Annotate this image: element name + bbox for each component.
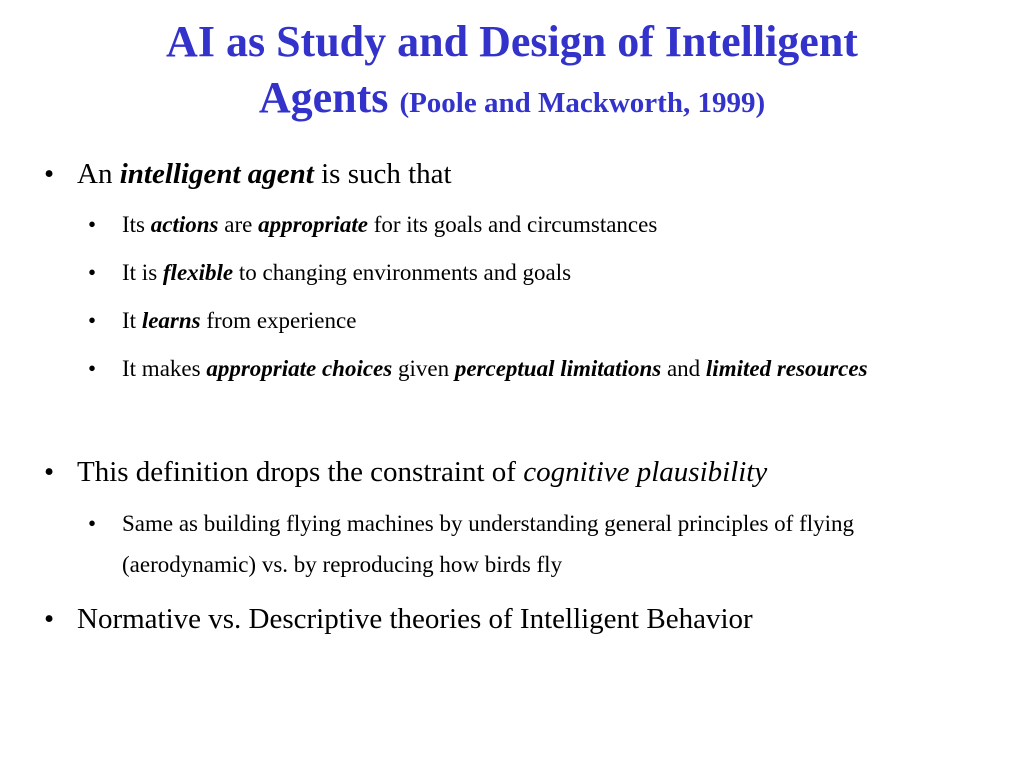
sub-bullet-1-3	[88, 300, 968, 341]
text-part: and	[661, 356, 706, 381]
sub-bullet-marker: •	[88, 356, 97, 381]
text-part: It is	[122, 260, 163, 285]
emphasis-flexible: flexible	[162, 260, 234, 285]
sub-bullet-1-4	[88, 348, 968, 389]
sub-bullet-2-1-text: Same as building flying machines by understanding general principles of flying (aerodynamic) vs. by reproducing how birds fly	[122, 511, 855, 577]
emphasis-perceptual-limitations: perceptual limitations	[454, 356, 662, 381]
title-line-2-text: Agents	[258, 73, 389, 122]
sub-bullet-2-1	[88, 503, 968, 585]
sub-bullet-1-1	[88, 204, 968, 245]
text-part: are	[218, 212, 259, 237]
bullet-2-pre: This definition drops the constraint of	[77, 456, 524, 488]
title-line-1: AI as Study and Design of Intelligent	[166, 17, 858, 66]
text-part: It makes	[122, 356, 207, 381]
bullet-1-emphasis: intelligent agent	[119, 158, 314, 190]
emphasis-appropriate: appropriate	[258, 212, 368, 237]
text-part: to changing environments and goals	[233, 260, 572, 285]
bullet-marker: •	[44, 158, 55, 190]
text-part: It	[122, 308, 142, 333]
emphasis-appropriate-choices: appropriate choices	[206, 356, 393, 381]
sub-bullet-marker: •	[88, 212, 97, 237]
emphasis-learns: learns	[141, 308, 201, 333]
bullet-1-text	[77, 156, 452, 192]
bullet-marker: •	[44, 456, 55, 488]
sub-bullet-marker: •	[88, 511, 97, 536]
sub-bullet-1-1-text	[122, 204, 968, 245]
sub-bullet-1-4-text	[122, 348, 968, 389]
sub-bullet-marker: •	[88, 260, 97, 285]
bullet-marker: •	[44, 603, 55, 635]
bullet-3-text: Normative vs. Descriptive theories of Intelligent Behavior	[77, 603, 753, 635]
bullet-2-text	[77, 454, 767, 490]
text-part: given	[392, 356, 455, 381]
bullet-1-pre: An	[77, 158, 120, 190]
text-part: from experience	[200, 308, 357, 333]
sub-bullet-1-2	[88, 252, 968, 293]
title-citation: (Poole and Mackworth, 1999)	[399, 87, 766, 119]
text-part: for its goals and circumstances	[367, 212, 658, 237]
bullet-2-emphasis: cognitive plausibility	[523, 456, 768, 488]
sub-bullet-1-3-text	[122, 300, 968, 341]
sub-bullet-marker: •	[88, 308, 97, 333]
bullet-1-post: is such that	[313, 158, 452, 190]
text-part: Its	[122, 212, 151, 237]
emphasis-actions: actions	[150, 212, 219, 237]
sub-bullet-1-2-text	[122, 252, 968, 293]
emphasis-limited-resources: limited resources	[705, 356, 868, 381]
